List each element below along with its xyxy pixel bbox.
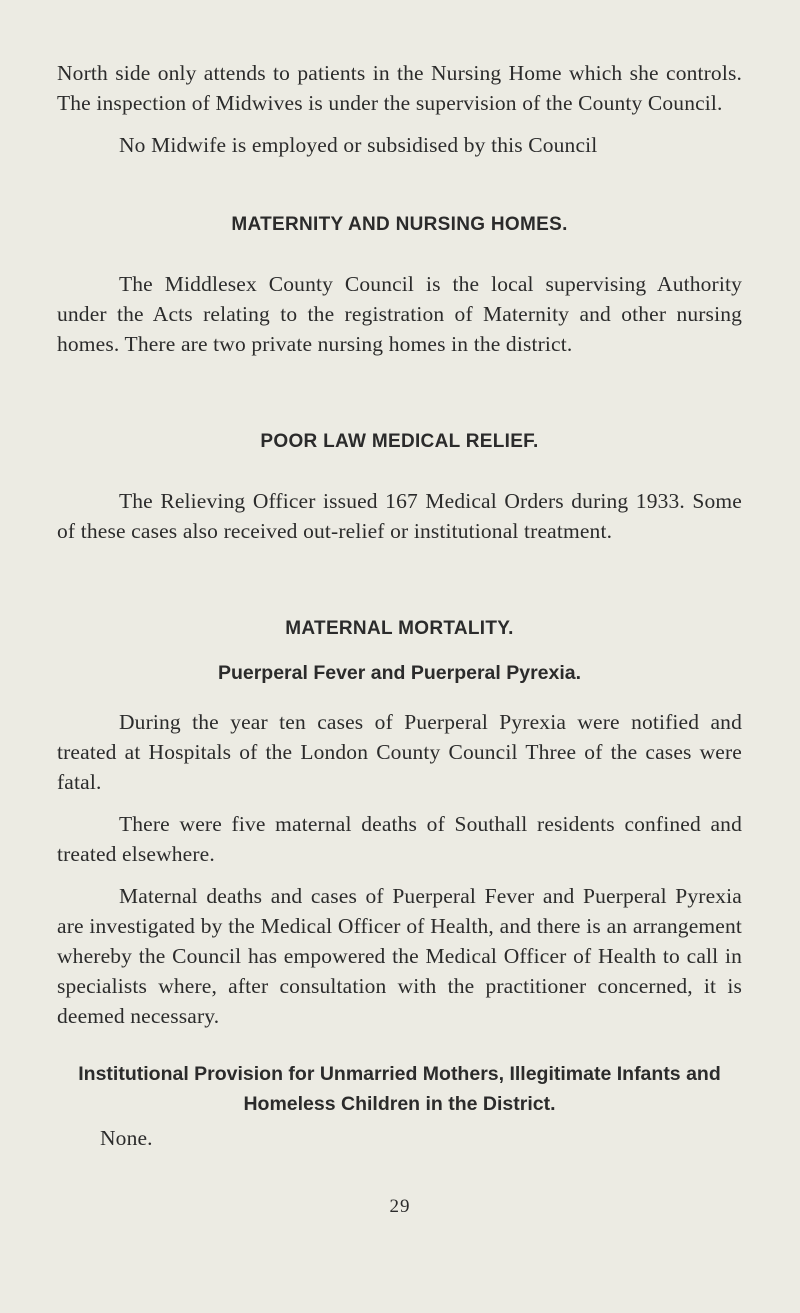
- section-heading-maternal-mortality: MATERNAL MORTALITY.: [285, 618, 514, 639]
- section-heading-poor-law: POOR LAW MEDICAL RELIEF.: [260, 431, 539, 452]
- document-page: [57, 58, 742, 1153]
- poor-law-paragraph: The Relieving Officer issued 167 Medical Orders during 1933. Some of these cases also received out-relief or institutional treatment.: [57, 489, 742, 543]
- section-heading-maternity-homes: MATERNITY AND NURSING HOMES.: [231, 214, 568, 235]
- maternal-mortality-paragraph-2: There were five maternal deaths of Southall residents confined and treated elsewhere.: [57, 812, 742, 866]
- maternal-mortality-paragraph-1: During the year ten cases of Puerperal Pyrexia were notified and treated at Hospitals of the London County Council Three of the cases were fatal.: [57, 710, 742, 794]
- intro-paragraph: North side only attends to patients in the Nursing Home which she controls. The inspection of Midwives is under the supervision of the County Council.: [57, 61, 742, 115]
- midwife-statement: No Midwife is employed or subsidised by this Council: [119, 133, 598, 157]
- maternity-homes-paragraph: The Middlesex County Council is the local supervising Authority under the Acts relating to the registration of Maternity and other nursing homes. There are two private nursing homes in the district.: [57, 272, 742, 356]
- subheading-institutional-provision: Institutional Provision for Unmarried Mothers, Illegitimate Infants and Homeless Children in the District.: [78, 1063, 721, 1115]
- subheading-puerperal-fever: Puerperal Fever and Puerperal Pyrexia.: [217, 662, 582, 684]
- page-number: 29: [389, 1196, 411, 1217]
- maternal-mortality-paragraph-3: Maternal deaths and cases of Puerperal Fever and Puerperal Pyrexia are investigated by the Medical Officer of Health, and there is an arrangement whereby the Council has empowered the Medical Officer of Health to call in specialists where, after consultation with the practitioner concerned, it is deemed necessary.: [57, 884, 742, 1028]
- institutional-provision-body: None.: [100, 1126, 153, 1150]
